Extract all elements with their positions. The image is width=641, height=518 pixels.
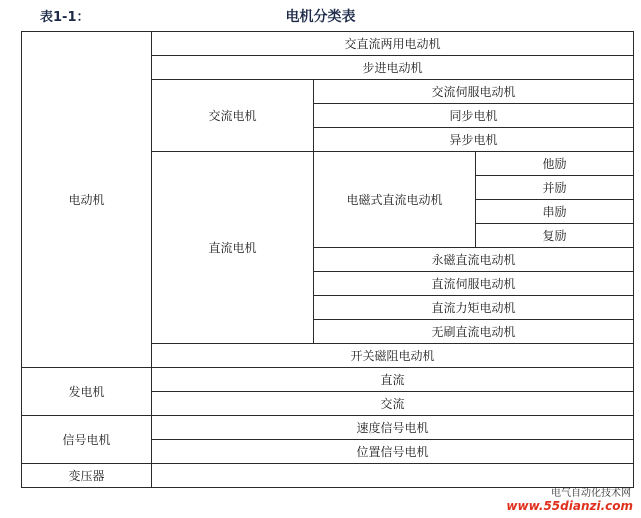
series-cell: 串励 (476, 200, 634, 224)
stepper-cell: 步进电动机 (152, 56, 634, 80)
compound-cell: 复励 (476, 224, 634, 248)
position-signal-cell: 位置信号电机 (152, 440, 634, 464)
dc-motor-cell: 直流电机 (152, 152, 314, 344)
brushless-dc-cell: 无刷直流电动机 (314, 320, 634, 344)
signal-motor-cell: 信号电机 (22, 416, 152, 464)
watermark-url: www.55dianzi.com (506, 499, 633, 513)
gen-dc-cell: 直流 (152, 368, 634, 392)
ac-motor-cell: 交流电机 (152, 80, 314, 152)
generator-cell: 发电机 (22, 368, 152, 416)
ac-dual-use-cell: 交直流两用电动机 (152, 32, 634, 56)
gen-ac-cell: 交流 (152, 392, 634, 416)
motor-classification-table (21, 31, 634, 488)
speed-signal-cell: 速度信号电机 (152, 416, 634, 440)
table-caption: 表1-1： (40, 10, 90, 25)
watermark-site-name: 电气自动化技术网 (551, 488, 631, 499)
dc-torque-cell: 直流力矩电动机 (314, 296, 634, 320)
ac-servo-cell: 交流伺服电动机 (314, 80, 634, 104)
synchronous-cell: 同步电机 (314, 104, 634, 128)
shunt-cell: 并励 (476, 176, 634, 200)
motor-cell: 电动机 (22, 32, 152, 368)
page-title: 电机分类表 (285, 9, 356, 25)
pm-dc-cell: 永磁直流电动机 (314, 248, 634, 272)
dc-servo-cell: 直流伺服电动机 (314, 272, 634, 296)
asynchronous-cell: 异步电机 (314, 128, 634, 152)
transformer-cell: 变压器 (22, 464, 152, 488)
switched-reluctance-cell: 开关磁阻电动机 (152, 344, 634, 368)
em-dc-cell: 电磁式直流电动机 (314, 152, 476, 248)
separately-excited-cell: 他励 (476, 152, 634, 176)
